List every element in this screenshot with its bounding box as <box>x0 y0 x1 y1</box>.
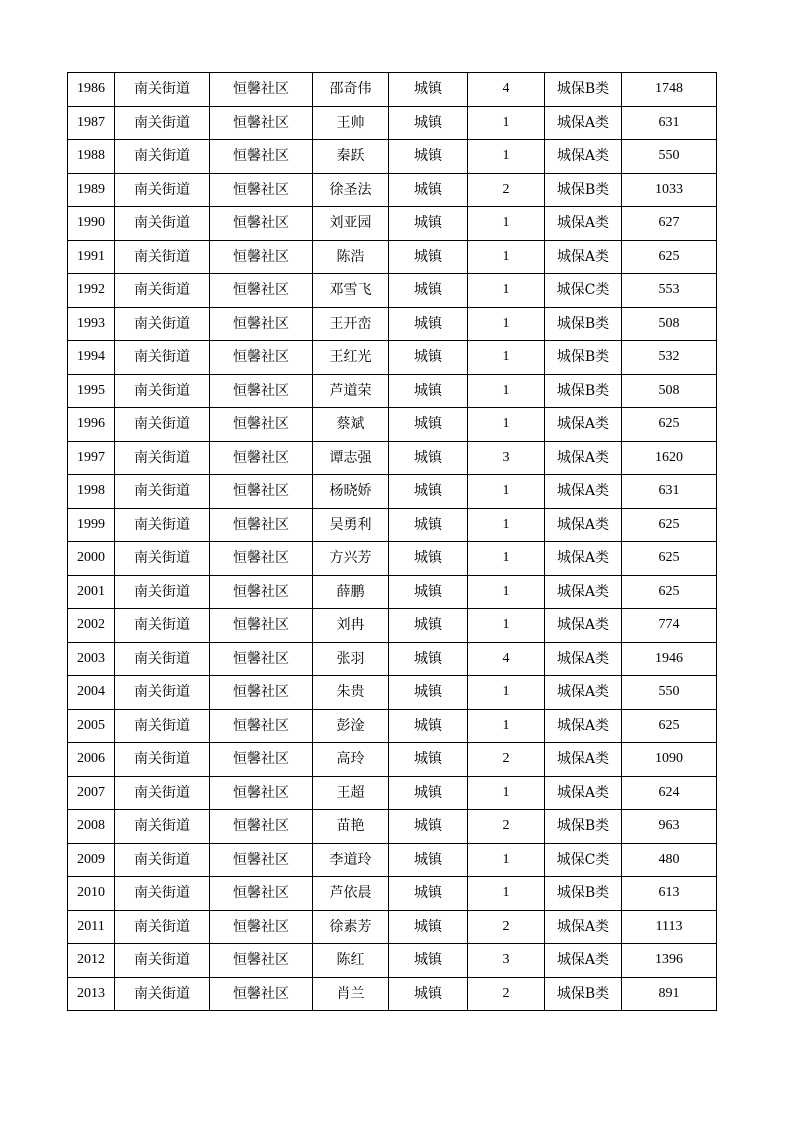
member-count-cell: 1 <box>468 207 545 241</box>
street-cell: 南关街道 <box>115 575 210 609</box>
table-row <box>68 743 717 777</box>
name-cell: 芦道荣 <box>313 374 389 408</box>
serial-cell: 1997 <box>68 441 115 475</box>
name-cell: 秦跃 <box>313 140 389 174</box>
household-type-cell: 城镇 <box>389 542 468 576</box>
name-cell: 苗艳 <box>313 810 389 844</box>
amount-cell: 963 <box>622 810 717 844</box>
amount-cell: 774 <box>622 609 717 643</box>
serial-cell: 2009 <box>68 843 115 877</box>
amount-cell: 532 <box>622 341 717 375</box>
amount-cell: 625 <box>622 542 717 576</box>
amount-cell: 1946 <box>622 642 717 676</box>
serial-cell: 1989 <box>68 173 115 207</box>
name-cell: 杨晓娇 <box>313 475 389 509</box>
category-cell: 城保A类 <box>545 542 622 576</box>
category-cell: 城保A类 <box>545 408 622 442</box>
community-cell: 恒馨社区 <box>210 140 313 174</box>
table-row <box>68 441 717 475</box>
street-cell: 南关街道 <box>115 709 210 743</box>
street-cell: 南关街道 <box>115 140 210 174</box>
category-cell: 城保A类 <box>545 508 622 542</box>
member-count-cell: 4 <box>468 642 545 676</box>
member-count-cell: 1 <box>468 374 545 408</box>
household-type-cell: 城镇 <box>389 642 468 676</box>
category-cell: 城保A类 <box>545 910 622 944</box>
community-cell: 恒馨社区 <box>210 542 313 576</box>
member-count-cell: 1 <box>468 709 545 743</box>
table-row <box>68 542 717 576</box>
street-cell: 南关街道 <box>115 408 210 442</box>
street-cell: 南关街道 <box>115 609 210 643</box>
table-row <box>68 240 717 274</box>
member-count-cell: 1 <box>468 508 545 542</box>
member-count-cell: 2 <box>468 743 545 777</box>
household-type-cell: 城镇 <box>389 341 468 375</box>
amount-cell: 550 <box>622 676 717 710</box>
category-cell: 城保A类 <box>545 575 622 609</box>
table-row <box>68 374 717 408</box>
name-cell: 薛鹏 <box>313 575 389 609</box>
community-cell: 恒馨社区 <box>210 374 313 408</box>
serial-cell: 1994 <box>68 341 115 375</box>
table-row <box>68 810 717 844</box>
table-row <box>68 207 717 241</box>
street-cell: 南关街道 <box>115 374 210 408</box>
street-cell: 南关街道 <box>115 910 210 944</box>
category-cell: 城保B类 <box>545 173 622 207</box>
amount-cell: 508 <box>622 374 717 408</box>
name-cell: 王开峦 <box>313 307 389 341</box>
table-row <box>68 508 717 542</box>
table-row <box>68 173 717 207</box>
member-count-cell: 1 <box>468 240 545 274</box>
serial-cell: 1987 <box>68 106 115 140</box>
household-type-cell: 城镇 <box>389 743 468 777</box>
household-type-cell: 城镇 <box>389 173 468 207</box>
community-cell: 恒馨社区 <box>210 106 313 140</box>
serial-cell: 1993 <box>68 307 115 341</box>
serial-cell: 2011 <box>68 910 115 944</box>
amount-cell: 508 <box>622 307 717 341</box>
household-type-cell: 城镇 <box>389 140 468 174</box>
household-type-cell: 城镇 <box>389 441 468 475</box>
community-cell: 恒馨社区 <box>210 709 313 743</box>
amount-cell: 1396 <box>622 944 717 978</box>
table-row <box>68 776 717 810</box>
member-count-cell: 1 <box>468 575 545 609</box>
member-count-cell: 1 <box>468 341 545 375</box>
street-cell: 南关街道 <box>115 73 210 107</box>
member-count-cell: 1 <box>468 843 545 877</box>
name-cell: 王红光 <box>313 341 389 375</box>
amount-cell: 613 <box>622 877 717 911</box>
community-cell: 恒馨社区 <box>210 910 313 944</box>
category-cell: 城保A类 <box>545 609 622 643</box>
community-cell: 恒馨社区 <box>210 207 313 241</box>
table-row <box>68 877 717 911</box>
community-cell: 恒馨社区 <box>210 508 313 542</box>
serial-cell: 1992 <box>68 274 115 308</box>
household-type-cell: 城镇 <box>389 73 468 107</box>
record-table-body <box>68 73 717 1011</box>
category-cell: 城保A类 <box>545 676 622 710</box>
name-cell: 邵奇伟 <box>313 73 389 107</box>
name-cell: 徐素芳 <box>313 910 389 944</box>
record-table <box>67 72 717 1011</box>
community-cell: 恒馨社区 <box>210 575 313 609</box>
name-cell: 肖兰 <box>313 977 389 1011</box>
household-type-cell: 城镇 <box>389 475 468 509</box>
household-type-cell: 城镇 <box>389 877 468 911</box>
category-cell: 城保A类 <box>545 475 622 509</box>
household-type-cell: 城镇 <box>389 776 468 810</box>
table-row <box>68 307 717 341</box>
community-cell: 恒馨社区 <box>210 977 313 1011</box>
community-cell: 恒馨社区 <box>210 173 313 207</box>
category-cell: 城保B类 <box>545 307 622 341</box>
table-row <box>68 676 717 710</box>
name-cell: 刘冉 <box>313 609 389 643</box>
street-cell: 南关街道 <box>115 877 210 911</box>
category-cell: 城保A类 <box>545 642 622 676</box>
household-type-cell: 城镇 <box>389 609 468 643</box>
member-count-cell: 1 <box>468 274 545 308</box>
name-cell: 陈红 <box>313 944 389 978</box>
category-cell: 城保B类 <box>545 73 622 107</box>
household-type-cell: 城镇 <box>389 910 468 944</box>
category-cell: 城保A类 <box>545 743 622 777</box>
category-cell: 城保B类 <box>545 810 622 844</box>
table-row <box>68 274 717 308</box>
community-cell: 恒馨社区 <box>210 475 313 509</box>
community-cell: 恒馨社区 <box>210 944 313 978</box>
street-cell: 南关街道 <box>115 508 210 542</box>
community-cell: 恒馨社区 <box>210 341 313 375</box>
category-cell: 城保A类 <box>545 944 622 978</box>
member-count-cell: 3 <box>468 944 545 978</box>
table-row <box>68 642 717 676</box>
serial-cell: 1996 <box>68 408 115 442</box>
amount-cell: 624 <box>622 776 717 810</box>
street-cell: 南关街道 <box>115 542 210 576</box>
serial-cell: 2002 <box>68 609 115 643</box>
member-count-cell: 1 <box>468 609 545 643</box>
household-type-cell: 城镇 <box>389 207 468 241</box>
amount-cell: 1113 <box>622 910 717 944</box>
serial-cell: 2007 <box>68 776 115 810</box>
amount-cell: 1620 <box>622 441 717 475</box>
table-row <box>68 843 717 877</box>
amount-cell: 550 <box>622 140 717 174</box>
category-cell: 城保A类 <box>545 240 622 274</box>
name-cell: 彭淦 <box>313 709 389 743</box>
name-cell: 徐圣法 <box>313 173 389 207</box>
serial-cell: 2006 <box>68 743 115 777</box>
category-cell: 城保A类 <box>545 709 622 743</box>
category-cell: 城保A类 <box>545 140 622 174</box>
community-cell: 恒馨社区 <box>210 274 313 308</box>
household-type-cell: 城镇 <box>389 709 468 743</box>
table-row <box>68 140 717 174</box>
household-type-cell: 城镇 <box>389 944 468 978</box>
name-cell: 王帅 <box>313 106 389 140</box>
community-cell: 恒馨社区 <box>210 642 313 676</box>
name-cell: 蔡斌 <box>313 408 389 442</box>
table-row <box>68 106 717 140</box>
household-type-cell: 城镇 <box>389 575 468 609</box>
amount-cell: 480 <box>622 843 717 877</box>
table-row <box>68 575 717 609</box>
member-count-cell: 3 <box>468 441 545 475</box>
category-cell: 城保A类 <box>545 106 622 140</box>
category-cell: 城保B类 <box>545 374 622 408</box>
member-count-cell: 1 <box>468 877 545 911</box>
name-cell: 朱贵 <box>313 676 389 710</box>
household-type-cell: 城镇 <box>389 977 468 1011</box>
household-type-cell: 城镇 <box>389 408 468 442</box>
member-count-cell: 1 <box>468 408 545 442</box>
household-type-cell: 城镇 <box>389 240 468 274</box>
name-cell: 高玲 <box>313 743 389 777</box>
member-count-cell: 1 <box>468 676 545 710</box>
community-cell: 恒馨社区 <box>210 776 313 810</box>
member-count-cell: 1 <box>468 475 545 509</box>
name-cell: 张羽 <box>313 642 389 676</box>
serial-cell: 2003 <box>68 642 115 676</box>
street-cell: 南关街道 <box>115 441 210 475</box>
amount-cell: 891 <box>622 977 717 1011</box>
amount-cell: 625 <box>622 709 717 743</box>
category-cell: 城保B类 <box>545 977 622 1011</box>
street-cell: 南关街道 <box>115 676 210 710</box>
amount-cell: 553 <box>622 274 717 308</box>
community-cell: 恒馨社区 <box>210 307 313 341</box>
category-cell: 城保A类 <box>545 441 622 475</box>
amount-cell: 625 <box>622 575 717 609</box>
table-row <box>68 475 717 509</box>
serial-cell: 2000 <box>68 542 115 576</box>
street-cell: 南关街道 <box>115 475 210 509</box>
serial-cell: 1999 <box>68 508 115 542</box>
serial-cell: 2010 <box>68 877 115 911</box>
amount-cell: 627 <box>622 207 717 241</box>
category-cell: 城保B类 <box>545 341 622 375</box>
member-count-cell: 2 <box>468 173 545 207</box>
member-count-cell: 2 <box>468 910 545 944</box>
member-count-cell: 1 <box>468 106 545 140</box>
name-cell: 邓雪飞 <box>313 274 389 308</box>
community-cell: 恒馨社区 <box>210 810 313 844</box>
street-cell: 南关街道 <box>115 944 210 978</box>
name-cell: 芦依晨 <box>313 877 389 911</box>
serial-cell: 2012 <box>68 944 115 978</box>
member-count-cell: 1 <box>468 542 545 576</box>
category-cell: 城保A类 <box>545 207 622 241</box>
name-cell: 谭志强 <box>313 441 389 475</box>
amount-cell: 1090 <box>622 743 717 777</box>
street-cell: 南关街道 <box>115 977 210 1011</box>
serial-cell: 2013 <box>68 977 115 1011</box>
household-type-cell: 城镇 <box>389 676 468 710</box>
category-cell: 城保A类 <box>545 776 622 810</box>
household-type-cell: 城镇 <box>389 843 468 877</box>
community-cell: 恒馨社区 <box>210 743 313 777</box>
table-row <box>68 408 717 442</box>
table-row <box>68 341 717 375</box>
table-row <box>68 944 717 978</box>
household-type-cell: 城镇 <box>389 307 468 341</box>
household-type-cell: 城镇 <box>389 106 468 140</box>
community-cell: 恒馨社区 <box>210 676 313 710</box>
table-row <box>68 977 717 1011</box>
community-cell: 恒馨社区 <box>210 408 313 442</box>
category-cell: 城保B类 <box>545 877 622 911</box>
amount-cell: 625 <box>622 240 717 274</box>
household-type-cell: 城镇 <box>389 508 468 542</box>
serial-cell: 1988 <box>68 140 115 174</box>
street-cell: 南关街道 <box>115 274 210 308</box>
member-count-cell: 2 <box>468 977 545 1011</box>
category-cell: 城保C类 <box>545 274 622 308</box>
table-row <box>68 709 717 743</box>
community-cell: 恒馨社区 <box>210 609 313 643</box>
serial-cell: 2005 <box>68 709 115 743</box>
serial-cell: 1995 <box>68 374 115 408</box>
name-cell: 方兴芳 <box>313 542 389 576</box>
serial-cell: 2001 <box>68 575 115 609</box>
amount-cell: 1033 <box>622 173 717 207</box>
category-cell: 城保C类 <box>545 843 622 877</box>
street-cell: 南关街道 <box>115 743 210 777</box>
community-cell: 恒馨社区 <box>210 843 313 877</box>
table-row <box>68 910 717 944</box>
serial-cell: 2008 <box>68 810 115 844</box>
street-cell: 南关街道 <box>115 776 210 810</box>
name-cell: 陈浩 <box>313 240 389 274</box>
name-cell: 刘亚园 <box>313 207 389 241</box>
serial-cell: 1986 <box>68 73 115 107</box>
member-count-cell: 1 <box>468 307 545 341</box>
community-cell: 恒馨社区 <box>210 441 313 475</box>
table-row <box>68 73 717 107</box>
street-cell: 南关街道 <box>115 106 210 140</box>
name-cell: 王超 <box>313 776 389 810</box>
amount-cell: 1748 <box>622 73 717 107</box>
street-cell: 南关街道 <box>115 173 210 207</box>
member-count-cell: 1 <box>468 776 545 810</box>
name-cell: 吴勇利 <box>313 508 389 542</box>
table-row <box>68 609 717 643</box>
community-cell: 恒馨社区 <box>210 877 313 911</box>
household-type-cell: 城镇 <box>389 810 468 844</box>
household-type-cell: 城镇 <box>389 374 468 408</box>
street-cell: 南关街道 <box>115 207 210 241</box>
serial-cell: 1990 <box>68 207 115 241</box>
amount-cell: 625 <box>622 408 717 442</box>
community-cell: 恒馨社区 <box>210 73 313 107</box>
amount-cell: 631 <box>622 106 717 140</box>
street-cell: 南关街道 <box>115 843 210 877</box>
member-count-cell: 4 <box>468 73 545 107</box>
amount-cell: 625 <box>622 508 717 542</box>
street-cell: 南关街道 <box>115 810 210 844</box>
member-count-cell: 2 <box>468 810 545 844</box>
name-cell: 李道玲 <box>313 843 389 877</box>
member-count-cell: 1 <box>468 140 545 174</box>
serial-cell: 1998 <box>68 475 115 509</box>
amount-cell: 631 <box>622 475 717 509</box>
community-cell: 恒馨社区 <box>210 240 313 274</box>
serial-cell: 1991 <box>68 240 115 274</box>
household-type-cell: 城镇 <box>389 274 468 308</box>
street-cell: 南关街道 <box>115 240 210 274</box>
street-cell: 南关街道 <box>115 341 210 375</box>
street-cell: 南关街道 <box>115 642 210 676</box>
serial-cell: 2004 <box>68 676 115 710</box>
street-cell: 南关街道 <box>115 307 210 341</box>
